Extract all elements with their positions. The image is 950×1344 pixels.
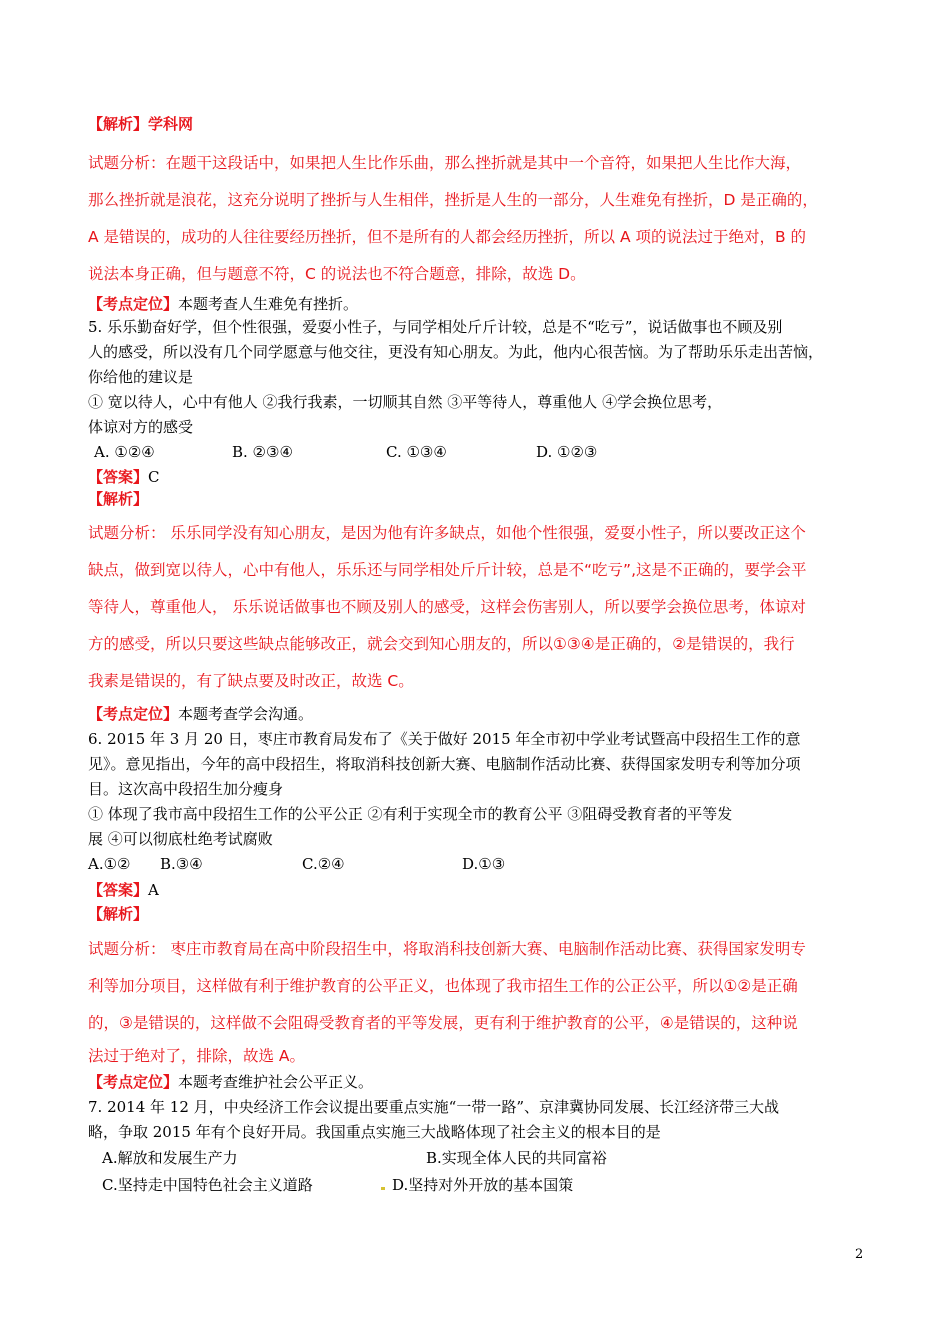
q5-option-b: B. ②③④	[232, 443, 293, 461]
q6-option-a: A.①②	[88, 855, 131, 873]
q6-analysis-line: 法过于绝对了，排除，故选 A。	[88, 1047, 306, 1065]
q4-kaodian	[88, 293, 868, 315]
q4-analysis-line: 试题分析：在题干这段话中，如果把人生比作乐曲，那么挫折就是其中一个音符，如果把人生比作大海，	[88, 154, 802, 172]
q7-options-row-1	[88, 1145, 868, 1172]
q5-answer-value: C	[148, 468, 160, 486]
q6-stem-line: 见》。意见指出，今年的高中段招生，将取消科技创新大赛、电脑制作活动比赛、获得国家发明专利等加分项	[88, 755, 801, 773]
q5-analysis-line: 试题分析： 乐乐同学没有知心朋友，是因为他有许多缺点，如他个性很强，爱耍小性子，所以要改正这个	[88, 524, 806, 542]
q5-option-c: C. ①③④	[386, 443, 447, 461]
q4-analysis-line: 那么挫折就是浪花，这充分说明了挫折与人生相伴，挫折是人生的一部分，人生难免有挫折，D 是正确的，	[88, 191, 818, 209]
q5-analysis-line: 方的感受，所以只要这些缺点能够改正，就会交到知心朋友的，所以①③④是正确的，②是错误的，我行	[88, 635, 795, 653]
decorative-dot	[381, 1187, 385, 1190]
q6-answer-tag: 【答案】	[88, 881, 149, 899]
q7-option-a: A.解放和发展生产力	[102, 1149, 238, 1167]
q6-answer	[88, 877, 868, 903]
page-number: 2	[855, 1247, 864, 1262]
q6-item-line: 展 ④可以彻底杜绝考试腐败	[88, 830, 273, 848]
q5-answer	[88, 465, 868, 489]
q5-stem-line: 你给他的建议是	[88, 368, 194, 386]
q6-stem-line: 目。这次高中段招生加分瘦身	[88, 780, 284, 798]
q5-analysis-line: 缺点，做到宽以待人，心中有他人，乐乐还与同学相处斤斤计较，总是不“吃亏”,这是不正确的，要学会平	[88, 561, 807, 579]
q6-item-line: ① 体现了我市高中段招生工作的公平公正 ②有利于实现全市的教育公平 ③阻碍受教育者的平等发	[88, 805, 733, 823]
q5-stem-line: 5. 乐乐勤奋好学，但个性很强，爱耍小性子，与同学相处斤斤计较，总是不“吃亏”，说话做事也不顾及别	[88, 318, 783, 336]
q6-kaodian-text: 本题考查维护社会公平正义。	[178, 1073, 374, 1091]
q6-analysis-tag: 【解析】	[88, 905, 149, 923]
q5-options	[88, 440, 868, 465]
q5-answer-tag: 【答案】	[88, 468, 149, 486]
q5-analysis-line: 等待人，尊重他人， 乐乐说话做事也不顾及别人的感受，这样会伤害别人，所以要学会换位思考，体谅对	[88, 598, 806, 616]
q4-analysis-heading	[88, 112, 868, 137]
q5-kaodian-text: 本题考查学会沟通。	[178, 705, 314, 723]
q7-stem-line: 7. 2014 年 12 月，中央经济工作会议提出要重点实施“一带一路”、京津冀协同发展、长江经济带三大战	[88, 1098, 779, 1116]
q6-analysis-line: 的，③是错误的，这样做不会阻碍受教育者的平等发展，更有利于维护教育的公平，④是错误的，这种说	[88, 1014, 798, 1032]
q7-stem-line: 略，争取 2015 年有个良好开局。我国重点实施三大战略体现了社会主义的根本目的是	[88, 1123, 661, 1141]
q7-option-c: C.坚持走中国特色社会主义道路	[102, 1176, 313, 1194]
q5-analysis-line: 我素是错误的，有了缺点要及时改正，故选 C。	[88, 672, 414, 690]
q6-stem-line: 6. 2015 年 3 月 20 日，枣庄市教育局发布了《关于做好 2015 年全市初中学业考试暨高中段招生工作的意	[88, 730, 801, 748]
q4-kaodian-text: 本题考查人生难免有挫折。	[178, 295, 359, 313]
q4-kaodian-tag: 【考点定位】	[88, 295, 179, 313]
q4-analysis-line: 说法本身正确，但与题意不符，C 的说法也不符合题意，排除，故选 D。	[88, 265, 586, 283]
q4-analysis-line: A 是错误的，成功的人往往要经历挫折，但不是所有的人都会经历挫折，所以 A 项的说法过于绝对，B 的	[88, 228, 807, 246]
q6-kaodian	[88, 1070, 868, 1095]
q4-analysis-source: 学科网	[148, 115, 194, 133]
q5-item-line: ① 宽以待人，心中有他人 ②我行我素，一切顺其自然 ③平等待人，尊重他人 ④学会换位思考，	[88, 393, 723, 411]
q5-item-line: 体谅对方的感受	[88, 418, 194, 436]
q5-analysis-tag: 【解析】	[88, 490, 149, 508]
q5-stem-line: 人的感受，所以没有几个同学愿意与他交往，更没有知心朋友。为此，他内心很苦恼。为了帮助乐乐走出苦恼，	[88, 343, 824, 361]
q5-option-a: A. ①②④	[94, 443, 155, 461]
q6-analysis-line: 利等加分项目，这样做有利于维护教育的公平正义，也体现了我市招生工作的公正公平，所以①②是正确	[88, 977, 798, 995]
q6-answer-value: A	[148, 881, 159, 899]
q7-option-b: B.实现全体人民的共同富裕	[426, 1149, 607, 1167]
q6-kaodian-tag: 【考点定位】	[88, 1073, 179, 1091]
q4-analysis-tag: 【解析】	[88, 115, 149, 133]
q7-option-d: D.坚持对外开放的基本国策	[392, 1176, 574, 1194]
q5-kaodian	[88, 702, 868, 727]
document-page	[88, 112, 868, 1199]
q5-kaodian-tag: 【考点定位】	[88, 705, 179, 723]
q6-options	[88, 852, 868, 877]
q7-options-row-2	[88, 1172, 868, 1199]
q5-option-d: D. ①②③	[536, 443, 598, 461]
q6-option-c: C.②④	[302, 855, 345, 873]
q6-analysis-line: 试题分析： 枣庄市教育局在高中阶段招生中，将取消科技创新大赛、电脑制作活动比赛、获得国家发明专	[88, 940, 806, 958]
q6-option-b: B.③④	[160, 855, 203, 873]
q6-option-d: D.①③	[462, 855, 506, 873]
